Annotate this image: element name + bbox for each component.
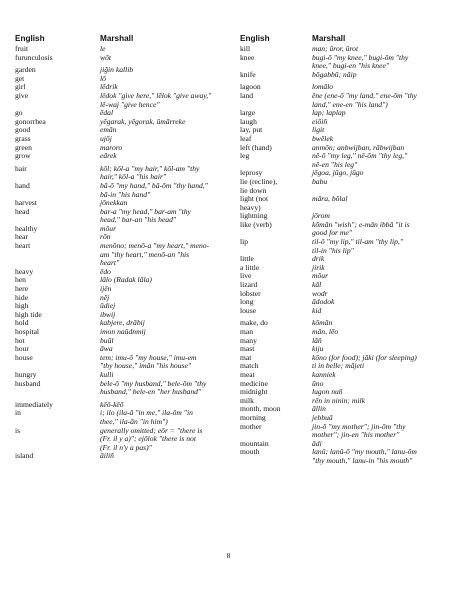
english-word: garden — [15, 65, 36, 75]
marshall-translation: land," ene-en "his land") — [312, 99, 388, 109]
english-word: month, moon — [240, 404, 281, 414]
english-word: heavy) — [240, 202, 261, 212]
english-word: land — [240, 90, 254, 100]
marshall-translation: ligit — [312, 125, 325, 135]
english-word — [240, 457, 312, 466]
marshall-translation: maroro — [100, 142, 123, 152]
english-word — [15, 418, 100, 427]
marshall-translation: lomālo — [312, 82, 334, 92]
english-word: good — [15, 125, 31, 135]
marshall-translation: knee," bugi-en "his knee" — [312, 61, 390, 71]
marshall-translation: kōmān — [312, 318, 333, 328]
marshall-translation: le — [100, 44, 106, 53]
marshall-translation: kōl; kōl-a "my hair," kōl-am "thy — [100, 163, 200, 173]
marshall-translation: lālo (Radak lāla) — [100, 275, 152, 285]
english-word: heart — [15, 241, 31, 251]
english-word: midnight — [240, 387, 268, 397]
english-word: heavy — [15, 266, 34, 276]
english-word: morning — [240, 412, 266, 422]
english-word: man — [240, 327, 254, 336]
marshall-translation: ēdal — [100, 108, 114, 118]
marshall-translation: kiju — [312, 344, 324, 354]
dictionary-entry — [240, 126, 452, 135]
dictionary-entry — [240, 431, 452, 440]
marshall-translation: yēgarak, yēgorak, ūmārreke — [100, 116, 186, 126]
english-word: milk — [240, 395, 254, 405]
dictionary-entry — [240, 328, 452, 337]
right-marshall-header: Marshall — [312, 34, 346, 43]
english-word: girl — [15, 82, 26, 92]
english-word: high — [15, 301, 29, 311]
english-word: left (hand) — [240, 142, 272, 152]
marshall-translation: generally omitted; eōr = "there is — [100, 425, 203, 435]
dictionary-entry — [15, 388, 233, 397]
marshall-translation: heart" — [100, 258, 120, 268]
dictionary-entry — [240, 195, 452, 204]
marshall-translation: menōno; menō-a "my heart," meno- — [100, 241, 210, 251]
english-word: lie (recline), — [240, 176, 278, 186]
marshall-translation: bā-in "his hand" — [100, 189, 151, 199]
dictionary-entry — [240, 264, 452, 273]
marshall-translation: kid — [312, 305, 322, 315]
english-word: meat — [240, 369, 255, 379]
dictionary-entry — [15, 251, 233, 260]
english-word: lobster — [240, 288, 261, 298]
marshall-translation: lō — [100, 73, 106, 83]
dictionary-entry — [15, 444, 233, 453]
marshall-translation: rēn in ninin; milk — [312, 395, 365, 405]
dictionary-entry — [15, 54, 233, 63]
english-word: make, do — [240, 318, 268, 328]
english-word: get — [15, 73, 25, 83]
marshall-translation: bwēlek — [312, 133, 334, 143]
marshall-translation: ūdiej — [100, 301, 116, 311]
english-word: like (verb) — [240, 219, 272, 229]
english-word: mat — [240, 352, 252, 362]
english-word — [15, 388, 100, 397]
marshall-translation: (Fr. il n'y a pas)" — [100, 442, 152, 452]
marshall-translation: kulli — [100, 369, 114, 379]
dictionary-entry — [15, 118, 233, 127]
english-word: hide — [15, 292, 29, 302]
marshall-translation: kāl — [312, 280, 322, 290]
english-word — [15, 251, 100, 260]
dictionary-entry — [15, 135, 233, 144]
marshall-translation: mān, lēo — [312, 327, 339, 336]
english-word: mountain — [240, 438, 269, 448]
dictionary-entry — [240, 178, 452, 187]
english-word: a little — [240, 262, 260, 272]
english-word: louse — [240, 305, 257, 315]
marshall-translation: jōnekkan — [100, 198, 128, 208]
english-word: lightning — [240, 211, 268, 221]
marshall-translation: til-in "his lip" — [312, 245, 354, 255]
dictionary-entry — [15, 259, 233, 268]
english-word: husband — [15, 378, 41, 388]
dictionary-entry — [15, 452, 233, 461]
english-word: laugh — [240, 116, 257, 126]
marshall-translation: jēgoa, jūgo, jūgo — [312, 168, 364, 178]
english-word: furunculosis — [15, 52, 53, 62]
dictionary-entry — [240, 337, 452, 346]
english-word: hungry — [15, 369, 37, 379]
english-word: lay, put — [240, 125, 263, 135]
marshall-translation: babu — [312, 176, 328, 186]
english-word — [15, 101, 100, 110]
english-word: lizard — [240, 280, 258, 290]
marshall-translation: māra, bōlal — [312, 194, 348, 204]
english-word: leaf — [240, 133, 252, 143]
marshall-translation: lāñ — [312, 335, 322, 345]
marshall-translation: lanū; lanū-ō "my mouth," lanu-ōm — [312, 447, 417, 457]
english-word — [240, 229, 312, 238]
dictionary-entry — [15, 285, 233, 294]
marshall-translation: mother"; jin-en "his mother" — [312, 430, 400, 440]
marshall-translation: kabjere, drābij — [100, 318, 145, 328]
marshall-translation: man; ūror, ūrot — [312, 44, 359, 53]
marshall-translation: mōur — [100, 223, 117, 233]
marshall-translation: nē-ō "my leg," nē-ōm "thy leg," — [312, 151, 408, 161]
marshall-translation: ti in belle; mājeti — [312, 361, 365, 371]
marshall-translation: wodr — [312, 288, 328, 298]
dictionary-entry — [240, 255, 452, 264]
dictionary-entry — [240, 307, 452, 316]
english-word: give — [15, 90, 29, 100]
marshall-translation: rōn — [100, 232, 111, 242]
marshall-translation: ādi — [312, 438, 322, 448]
english-word: hot — [15, 335, 25, 345]
marshall-translation: mōur — [312, 271, 329, 281]
marshall-translation: nēj — [100, 292, 110, 302]
dictionary-entry — [240, 272, 452, 281]
english-word: mast — [240, 344, 255, 354]
marshall-translation: jiğin kallib — [100, 65, 134, 75]
english-word: knife — [240, 69, 256, 79]
english-word: house — [15, 352, 33, 362]
marshall-translation: drik — [312, 254, 325, 264]
english-word: grass — [15, 133, 31, 143]
dictionary-entry — [240, 380, 452, 389]
english-word: long — [240, 297, 254, 307]
dictionary-entry — [15, 294, 233, 303]
english-word: leg — [240, 151, 250, 161]
english-word: little — [240, 254, 254, 264]
marshall-translation: eiōiñ — [312, 116, 328, 126]
dictionary-entry — [15, 302, 233, 311]
marshall-translation: husband," bele-en "her husband" — [100, 387, 202, 397]
marshall-translation: thee," ila-ān "in him") — [100, 416, 168, 426]
english-word: many — [240, 335, 257, 345]
english-word: lagoon — [240, 82, 261, 92]
marshall-translation: jirik — [312, 262, 325, 272]
dictionary-entry — [240, 71, 452, 80]
marshall-translation: lēdrik — [100, 82, 118, 92]
marshall-translation: kēō-kēō — [100, 399, 124, 409]
dictionary-entry — [240, 204, 452, 213]
marshall-translation: anmōn; anbwijban, rābwijban — [312, 142, 405, 152]
marshall-translation: (Fr. il y a)"; ejōlok "there is not — [100, 434, 196, 444]
english-word: go — [15, 108, 23, 118]
dictionary-entry — [240, 281, 452, 290]
dictionary-entry — [240, 371, 452, 380]
marshall-translation: "thy house," imān "his house" — [100, 361, 192, 371]
marshall-translation: jin-ō "my mother"; jin-ōm "thy — [312, 421, 406, 431]
dictionary-entry — [240, 118, 452, 127]
dictionary-entry — [240, 457, 452, 466]
marshall-translation: tem; imu-ō "my house," imu-em — [100, 352, 197, 362]
english-word: lip — [240, 237, 249, 247]
marshall-translation: bar-a "my head," bar-am "thy — [100, 206, 191, 216]
marshall-translation: good for me" — [312, 228, 352, 238]
dictionary-entry — [15, 66, 233, 75]
english-word: island — [15, 451, 34, 461]
english-word: green — [15, 142, 32, 152]
marshall-translation: bā-ō "my hand," bā-ōm "thy hand," — [100, 180, 208, 190]
dictionary-entry — [15, 101, 233, 110]
english-word: hour — [15, 344, 29, 354]
english-word: gonorrhea — [15, 116, 46, 126]
dictionary-entry — [15, 276, 233, 285]
dictionary-entry — [240, 109, 452, 118]
marshall-translation: i; ilo (ila-ā "in me," ila-ōm "in — [100, 408, 193, 418]
english-word: kill — [240, 44, 251, 53]
left-english-header: English — [15, 34, 45, 43]
marshall-translation: ibwij — [100, 309, 116, 319]
english-word: light (not — [240, 194, 269, 204]
marshall-translation: hair," kōl-a "his hair" — [100, 172, 167, 182]
marshall-translation: "thy mouth," lanu-in "his mouth" — [312, 455, 413, 465]
english-word: hen — [15, 275, 26, 285]
dictionary-entry — [15, 152, 233, 161]
dictionary-entry — [240, 362, 452, 371]
english-word: grow — [15, 151, 31, 161]
english-word: hear — [15, 232, 29, 242]
marshall-translation: ādodok — [312, 297, 335, 307]
dictionary-entry — [240, 290, 452, 299]
dictionary-entry — [15, 225, 233, 234]
marshall-translation: ēdo — [100, 266, 111, 276]
marshall-translation: kōno (for food); jāki (for sleeping) — [312, 352, 417, 362]
marshall-translation: jebbuā — [312, 412, 333, 422]
marshall-translation: ēne (ene-ō "my land," ene-ōm "thy — [312, 90, 417, 100]
dictionary-entry — [240, 405, 452, 414]
marshall-translation: lugon nuñ — [312, 387, 343, 397]
english-word: large — [240, 108, 256, 118]
english-word: match — [240, 361, 259, 371]
english-word: harvest — [15, 198, 37, 208]
english-word: leprosy — [240, 168, 263, 178]
english-word: head — [15, 206, 30, 216]
dictionary-entry — [15, 216, 233, 225]
dictionary-entry — [15, 362, 233, 371]
english-word: knee — [240, 52, 255, 62]
english-word: mother — [240, 421, 262, 431]
english-word: hair — [15, 163, 27, 173]
marshall-translation: āiliñ — [100, 451, 114, 461]
dictionary-entry — [240, 247, 452, 256]
english-word: high tide — [15, 309, 42, 319]
dictionary-entry — [15, 328, 233, 337]
marshall-translation — [312, 204, 452, 213]
marshall-translation: bōgabbū; nāip — [312, 69, 357, 79]
marshall-translation: wōt — [100, 52, 111, 62]
english-word — [15, 435, 100, 444]
right-column — [240, 45, 452, 466]
english-word: here — [15, 284, 29, 294]
marshall-translation: āllin — [312, 404, 326, 414]
marshall-translation: lēdok "give here," lēlok "give away," — [100, 90, 212, 100]
dictionary-entry — [240, 101, 452, 110]
marshall-translation: head," bar-an "his head" — [100, 215, 177, 225]
right-english-header: English — [240, 34, 270, 43]
marshall-translation: ujōj — [100, 133, 112, 143]
marshall-translation: nē-en "his leg" — [312, 159, 358, 169]
left-marshall-header: Marshall — [100, 34, 134, 43]
dictionary-entry — [15, 126, 233, 135]
english-word: hand — [15, 180, 30, 190]
dictionary-entry — [15, 144, 233, 153]
dictionary-entry — [240, 298, 452, 307]
marshall-translation: lē-waj "give hence" — [100, 99, 160, 109]
marshall-translation: emān — [100, 125, 117, 135]
english-word: mouth — [240, 447, 260, 457]
english-word: healthy — [15, 223, 38, 233]
marshall-translation: bele-ō "my husband," bele-ōm "thy — [100, 378, 207, 388]
marshall-translation: buūl — [100, 335, 114, 345]
english-word: immediately — [15, 399, 53, 409]
english-word: hospital — [15, 327, 40, 336]
english-word: hold — [15, 318, 29, 328]
marshall-translation: jōrom — [312, 211, 330, 221]
page-number: 8 — [226, 551, 231, 560]
english-word: fruit — [15, 44, 29, 53]
dictionary-entry — [240, 319, 452, 328]
dictionary-entry — [15, 75, 233, 84]
english-word: in — [15, 408, 21, 418]
marshall-translation: kōmān "wish"; e-mān ibbā "it is — [312, 219, 410, 229]
marshall-translation: am "thy heart," menō-an "his — [100, 249, 190, 259]
marshall-translation: bugi-ō "my knee," bugi-ōm "thy — [312, 52, 409, 62]
marshall-translation: ūno — [312, 378, 324, 388]
english-word: medicine — [240, 378, 268, 388]
marshall-translation: imon naūdnmij — [100, 327, 146, 336]
marshall-translation: eārek — [100, 151, 117, 161]
english-word: lie down — [240, 185, 267, 195]
marshall-translation: ijēn — [100, 284, 112, 294]
dictionary-entry — [15, 337, 233, 346]
english-word: is — [15, 425, 21, 435]
marshall-translation: til-ō "my lip," til-am "thy lip," — [312, 237, 404, 247]
english-word: live — [240, 271, 252, 281]
marshall-translation: lap; laplap — [312, 108, 346, 118]
marshall-translation: āwa — [100, 344, 113, 354]
left-column — [15, 45, 233, 461]
marshall-translation: kanniek — [312, 369, 336, 379]
